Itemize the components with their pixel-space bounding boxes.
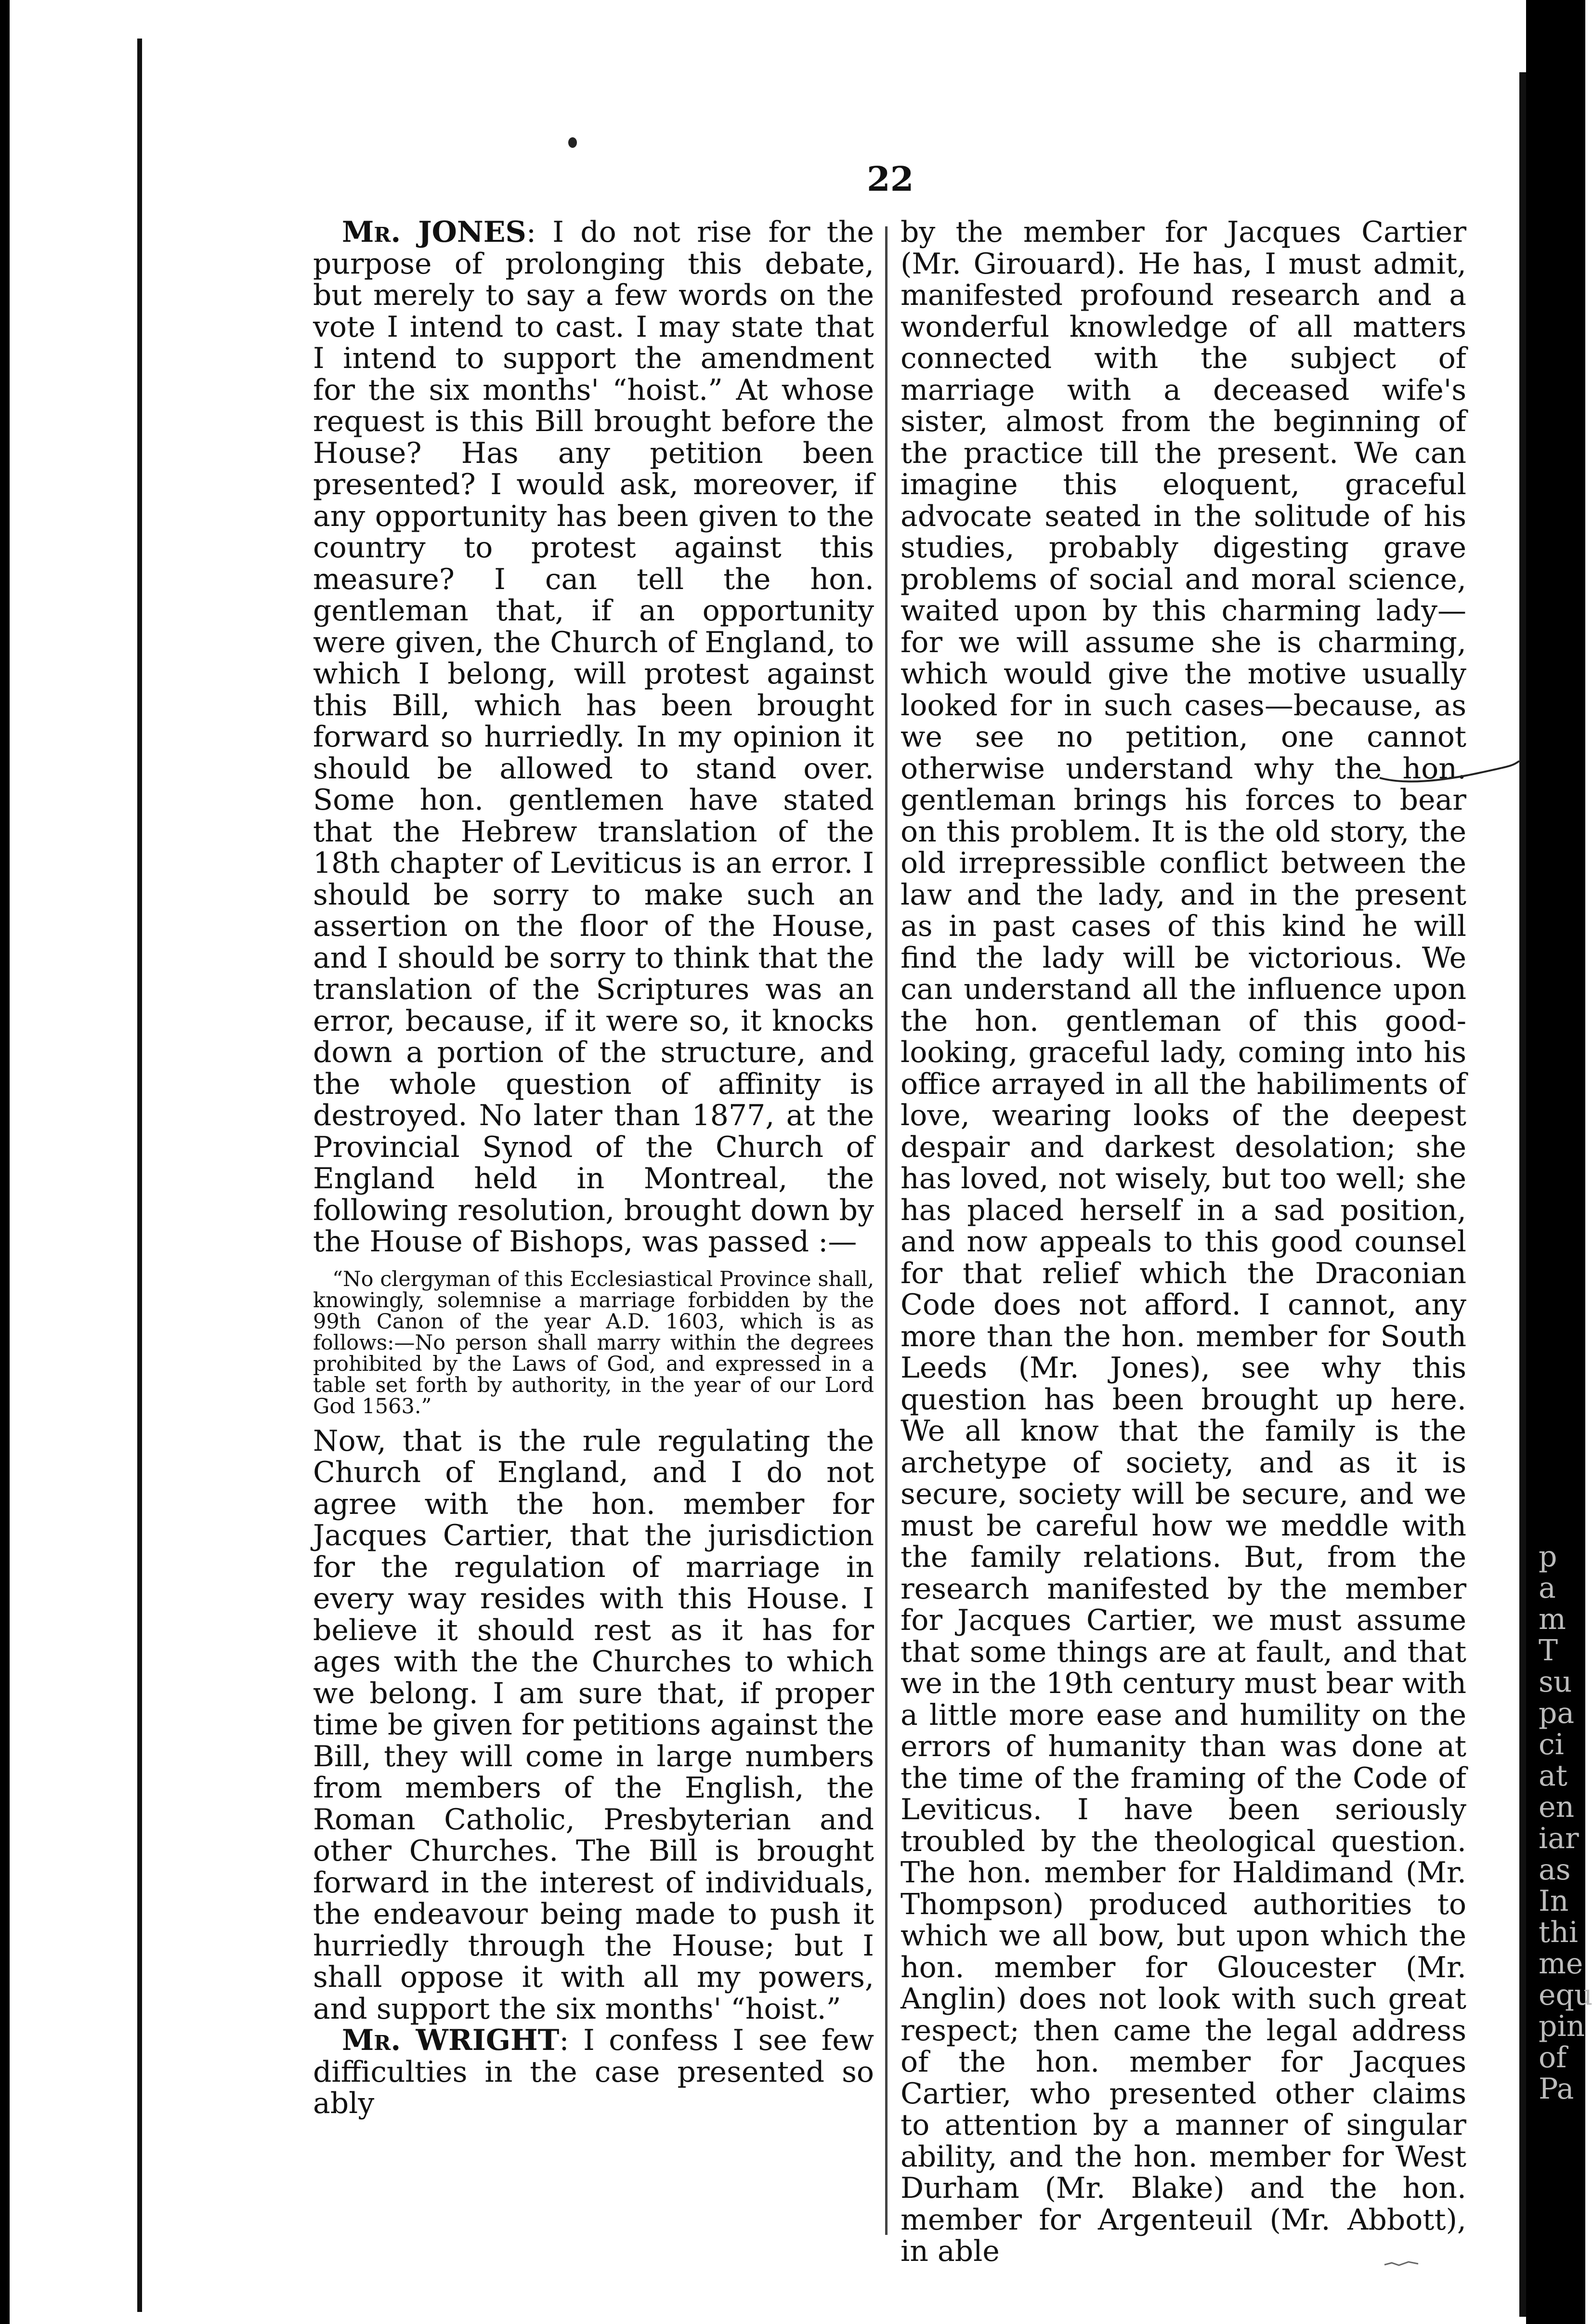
page-number: 22 — [867, 159, 914, 199]
fragment: equ — [1539, 1978, 1593, 2012]
fragment: pa — [1539, 1696, 1575, 1730]
fragment: T — [1539, 1634, 1558, 1668]
speaker-name: Mr. WRIGHT — [342, 2023, 560, 2057]
fragment: In — [1539, 1884, 1569, 1918]
fragment: ci — [1539, 1728, 1564, 1761]
page-left-border — [137, 39, 142, 2312]
speaker-name: Mr. JONES — [342, 215, 526, 249]
paragraph-text: : I confess I see few difficulties in the case presented so ably — [313, 2023, 874, 2120]
fragment: at — [1539, 1759, 1567, 1793]
fragment: as — [1539, 1853, 1571, 1887]
left-column — [313, 217, 874, 2120]
fragment: Pa — [1539, 2072, 1574, 2106]
wright-speech-paragraph — [313, 2025, 874, 2120]
fragment: iar — [1539, 1822, 1579, 1855]
right-column — [901, 217, 1466, 2268]
adjacent-page-fragments — [1539, 1540, 1593, 2106]
fragment: p — [1539, 1540, 1557, 1574]
fragment: me — [1539, 1947, 1583, 1981]
column-rule — [885, 226, 888, 2235]
page-right-border — [1519, 72, 1526, 2317]
fragment: thi — [1539, 1916, 1578, 1949]
pen-stroke — [1377, 751, 1522, 790]
wright-speech-continuation: by the member for Jacques Cartier (Mr. Girouard). He has, I must admit, manifested profound research and a wonderful knowledge of all matters connected with the subject of marriage with a deceased wife's sister, almost from the beginning of the practice till the present. We can imagine this eloquent, graceful advocate seated in the solitude of his studies, probably digesting grave problems of social and moral science, waited upon by this charming lady—for we will assume she is charming, which would give the motive usually looked for in such cases—because, as we see no petition, one cannot otherwise understand why the hon. gentleman brings his forces to bear on this problem. It is the old story, the old irrepressible conflict between the law and the lady, and in the present as in past cases of this kind he will find the lady will be victorious. We can understand all the influence upon the hon. gentleman of this good-looking, graceful lady, coming into his office arrayed in all the habiliments of love, wearing looks of the deepest despair and darkest desolation; she has loved, not wisely, but too well; she has placed herself in a sad position, and now appeals to this good counsel for that relief which the Draconian Code does not afford. I cannot, any more than the hon. member for South Leeds (Mr. Jones), see why this question has been brought up here. We all know that the family is the archetype of society, and as it is secure, society will be secure, and we must be careful how we meddle with the family relations. But, from the research manifested by the member for Jacques Cartier, we must assume that some things are at fault, and that we in the 19th century must bear with a little more ease and humility on the errors of humanity than was done at the time of the framing of the Code of Leviticus. I have been seriously troubled by the theological question. The hon. member for Haldimand (Mr. Thompson) produced authorities to which we all bow, but upon which the hon. member for Gloucester (Mr. Anglin) does not look with such great respect; then came the legal address of the hon. member for Jacques Cartier, who presented other claims to attention by a manner of singular ability, and the hon. member for West Durham (Mr. Blake) and the hon. member for Argenteuil (Mr. Abbott), in able — [901, 215, 1466, 2268]
fragment: of — [1539, 2041, 1567, 2075]
ink-speck — [1382, 2259, 1421, 2269]
fragment: m — [1539, 1602, 1566, 1636]
fragment: en — [1539, 1790, 1575, 1824]
ink-dot — [568, 137, 577, 148]
fragment: su — [1539, 1665, 1572, 1699]
fragment: pin — [1539, 2009, 1585, 2043]
fragment: a — [1539, 1571, 1556, 1605]
paragraph-text: : I do not rise for the purpose of prolonging this debate, but merely to say a few words on the vote I intend to cast. I may state that I intend to support the amendment for the six months' “hoist.” At whose request is this Bill brought before the House? Has any petition been presented? I would ask, moreover, if any opportunity has been given to the country to protest against this measure? I can tell the hon. gentleman that, if an opportunity were given, the Church of England, to which I belong, will protest against this Bill, which has been brought forward so hurriedly. In my opinion it should be allowed to stand over. Some hon. gentlemen have stated that the Hebrew translation of the 18th chapter of Leviticus is an error. I should be sorry to make such an assertion on the floor of the House, and I should be sorry to think that the translation of the Scriptures was an error, because, if it were so, it knocks down a portion of the structure, and the whole question of affinity is destroyed. No later than 1877, at the Provincial Synod of the Church of England held in Montreal, the following resolution, brought down by the House of Bishops, was passed :— — [313, 215, 874, 1259]
jones-speech-paragraph — [313, 217, 874, 1258]
jones-speech-continuation: Now, that is the rule regulating the Church of England, and I do not agree with the hon. member for Jacques Cartier, that the jurisdiction for the regulation of marriage in every way resides with this House. I believe it should rest as it has for ages with the the Churches to which we belong. I am sure that, if proper time be given for petitions against the Bill, they will come in large numbers from members of the English, the Roman Catholic, Presbyterian and other Churches. The Bill is brought forward in the interest of individuals, the endeavour being made to push it hurriedly through the House; but I shall oppose it with all my powers, and support the six months' “hoist.” — [313, 1424, 874, 2026]
synod-resolution-quote: “No clergyman of this Ecclesiastical Province shall, knowingly, solemnise a marriage forbidden by the 99th Canon of the year A.D. 1603, which is as follows:—No person shall marry within the degrees prohibited by the Laws of God, and expressed in a table set forth by authority, in the year of our Lord God 1563.” — [313, 1267, 874, 1418]
scan-left-edge — [0, 0, 10, 2324]
